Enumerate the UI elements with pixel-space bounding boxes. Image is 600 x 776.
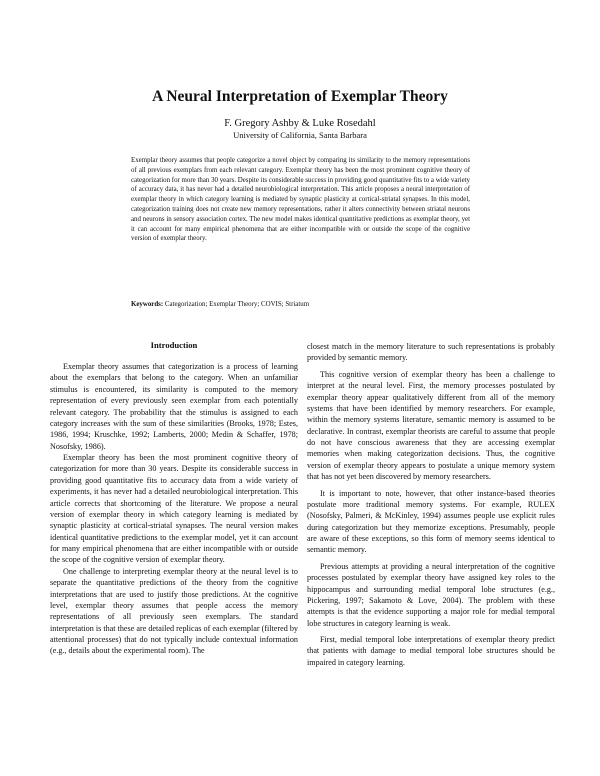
paragraph: Previous attempts at providing a neural interpretation of the cognitive processes postulated by exemplar theory have assigned key roles to the hippocampus and surrounding medial temporal lobe structures (e.g., Pickering, 1997; Sakamoto & Love, 2004). The problem with these attempts is that the evidence supporting a major role for medial temporal lobe structures in category learning is weak. xyxy=(307,561,555,628)
left-column xyxy=(50,340,298,657)
paragraph: First, medial temporal lobe interpretations of exemplar theory predict that patients with damage to medial temporal lobe structures should be impaired in category learning. xyxy=(307,635,555,667)
paragraph: This cognitive version of exemplar theory has been a challenge to interpret at the neural level. First, the memory processes postulated by exemplar theory appear qualitatively different from all of the memory systems that have been identified by memory researchers. For example, within the memory systems literature, semantic memory is assumed to be declarative. In contrast, exemplar theorists are careful to assume that people do not have conscious awareness that they are accessing exemplar memories when making categorization decisions. Thus, the cognitive version of exemplar theory appears to postulate a unique memory system that has not yet been discovered by memory researchers. xyxy=(307,369,555,482)
paragraph: Exemplar theory assumes that categorization is a process of learning about the exemplars that belong to the category. When an unfamiliar stimulus is encountered, its similarity is computed to the memory representation of every previously seen exemplar from each potentially relevant category. The probability that the stimulus is assigned to each category increases with the sum of these similarities (Brooks, 1978; Estes, 1986, 1994; Kruschke, 1992; Lamberts, 2000; Medin & Schaffer, 1978; Nosofsky, 1986). xyxy=(50,362,298,451)
keywords xyxy=(131,300,470,310)
keywords-label: Keywords: xyxy=(131,301,164,308)
keywords-list: Categorization; Exemplar Theory; COVIS; Striatum xyxy=(164,301,310,308)
paragraph: It is important to note, however, that other instance-based theories postulate more traditional memory systems. For example, RULEX (Nosofsky, Palmeri, & McKinley, 1994) assumes people use explicit rules during categorization but they memorize exceptions. Presumably, people are aware of these exceptions, so this form of memory seems identical to semantic memory. xyxy=(307,488,555,555)
paragraph: One challenge to interpreting exemplar theory at the neural level is to separate the quantitative predictions of the theory from the cognitive interpretations that are used to justify those predictions. At the cognitive level, exemplar theory assumes that people access the memory representations of all previously seen exemplars. The standard interpretation is that these are detailed replicas of each exemplar (filtered by attentional processes) that do not typically include contextual information (e.g., details about the experimental room). The xyxy=(50,566,298,656)
section-heading-introduction: Introduction xyxy=(150,340,198,350)
author-affiliation: University of California, Santa Barbara xyxy=(233,130,367,140)
right-column xyxy=(307,341,555,668)
paragraph: closest match in the memory literature to such representations is probably provided by semantic memory. xyxy=(307,342,555,363)
paper-title: A Neural Interpretation of Exemplar Theory xyxy=(152,88,448,105)
author-names: F. Gregory Ashby & Luke Rosedahl xyxy=(224,118,376,129)
paragraph: Exemplar theory has been the most prominent cognitive theory of categorization for more than 30 years. Despite its considerable success in providing good quantitative fits to accuracy data from a wide variety of experiments, it has never had a detailed neurobiological interpretation. This article corrects that shortcoming of the literature. We propose a neural version of exemplar theory in which category learning is mediated by synaptic plasticity at cortical-striatal synapses. The neural version makes identical quantitative predictions to the exemplar model, yet it can account for many empirical phenomena that are either incompatible with or outside the scope of the cognitive version of exemplar theory. xyxy=(50,453,298,565)
abstract: Exemplar theory assumes that people categorize a novel object by comparing its similarity to the memory representations of all previous exemplars from each relevant category. Exemplar theory has been the most prominent cognitive theory of categorization for more than 30 years. Despite its considerable success in providing good quantitative fits to a wide variety of accuracy data, it has never had a detailed neurobiological interpretation. This article proposes a neural interpretation of exemplar theory in which category learning is mediated by synaptic plasticity at cortical-striatal synapses. In this model, categorization training does not create new memory representations, rather it alters connectivity between striatal neurons and neurons in sensory association cortex. The new model makes identical quantitative predictions as exemplar theory, yet it can account for many empirical phenomena that are either incompatible with or outside the scope of the cognitive version of exemplar theory. xyxy=(131,157,470,243)
